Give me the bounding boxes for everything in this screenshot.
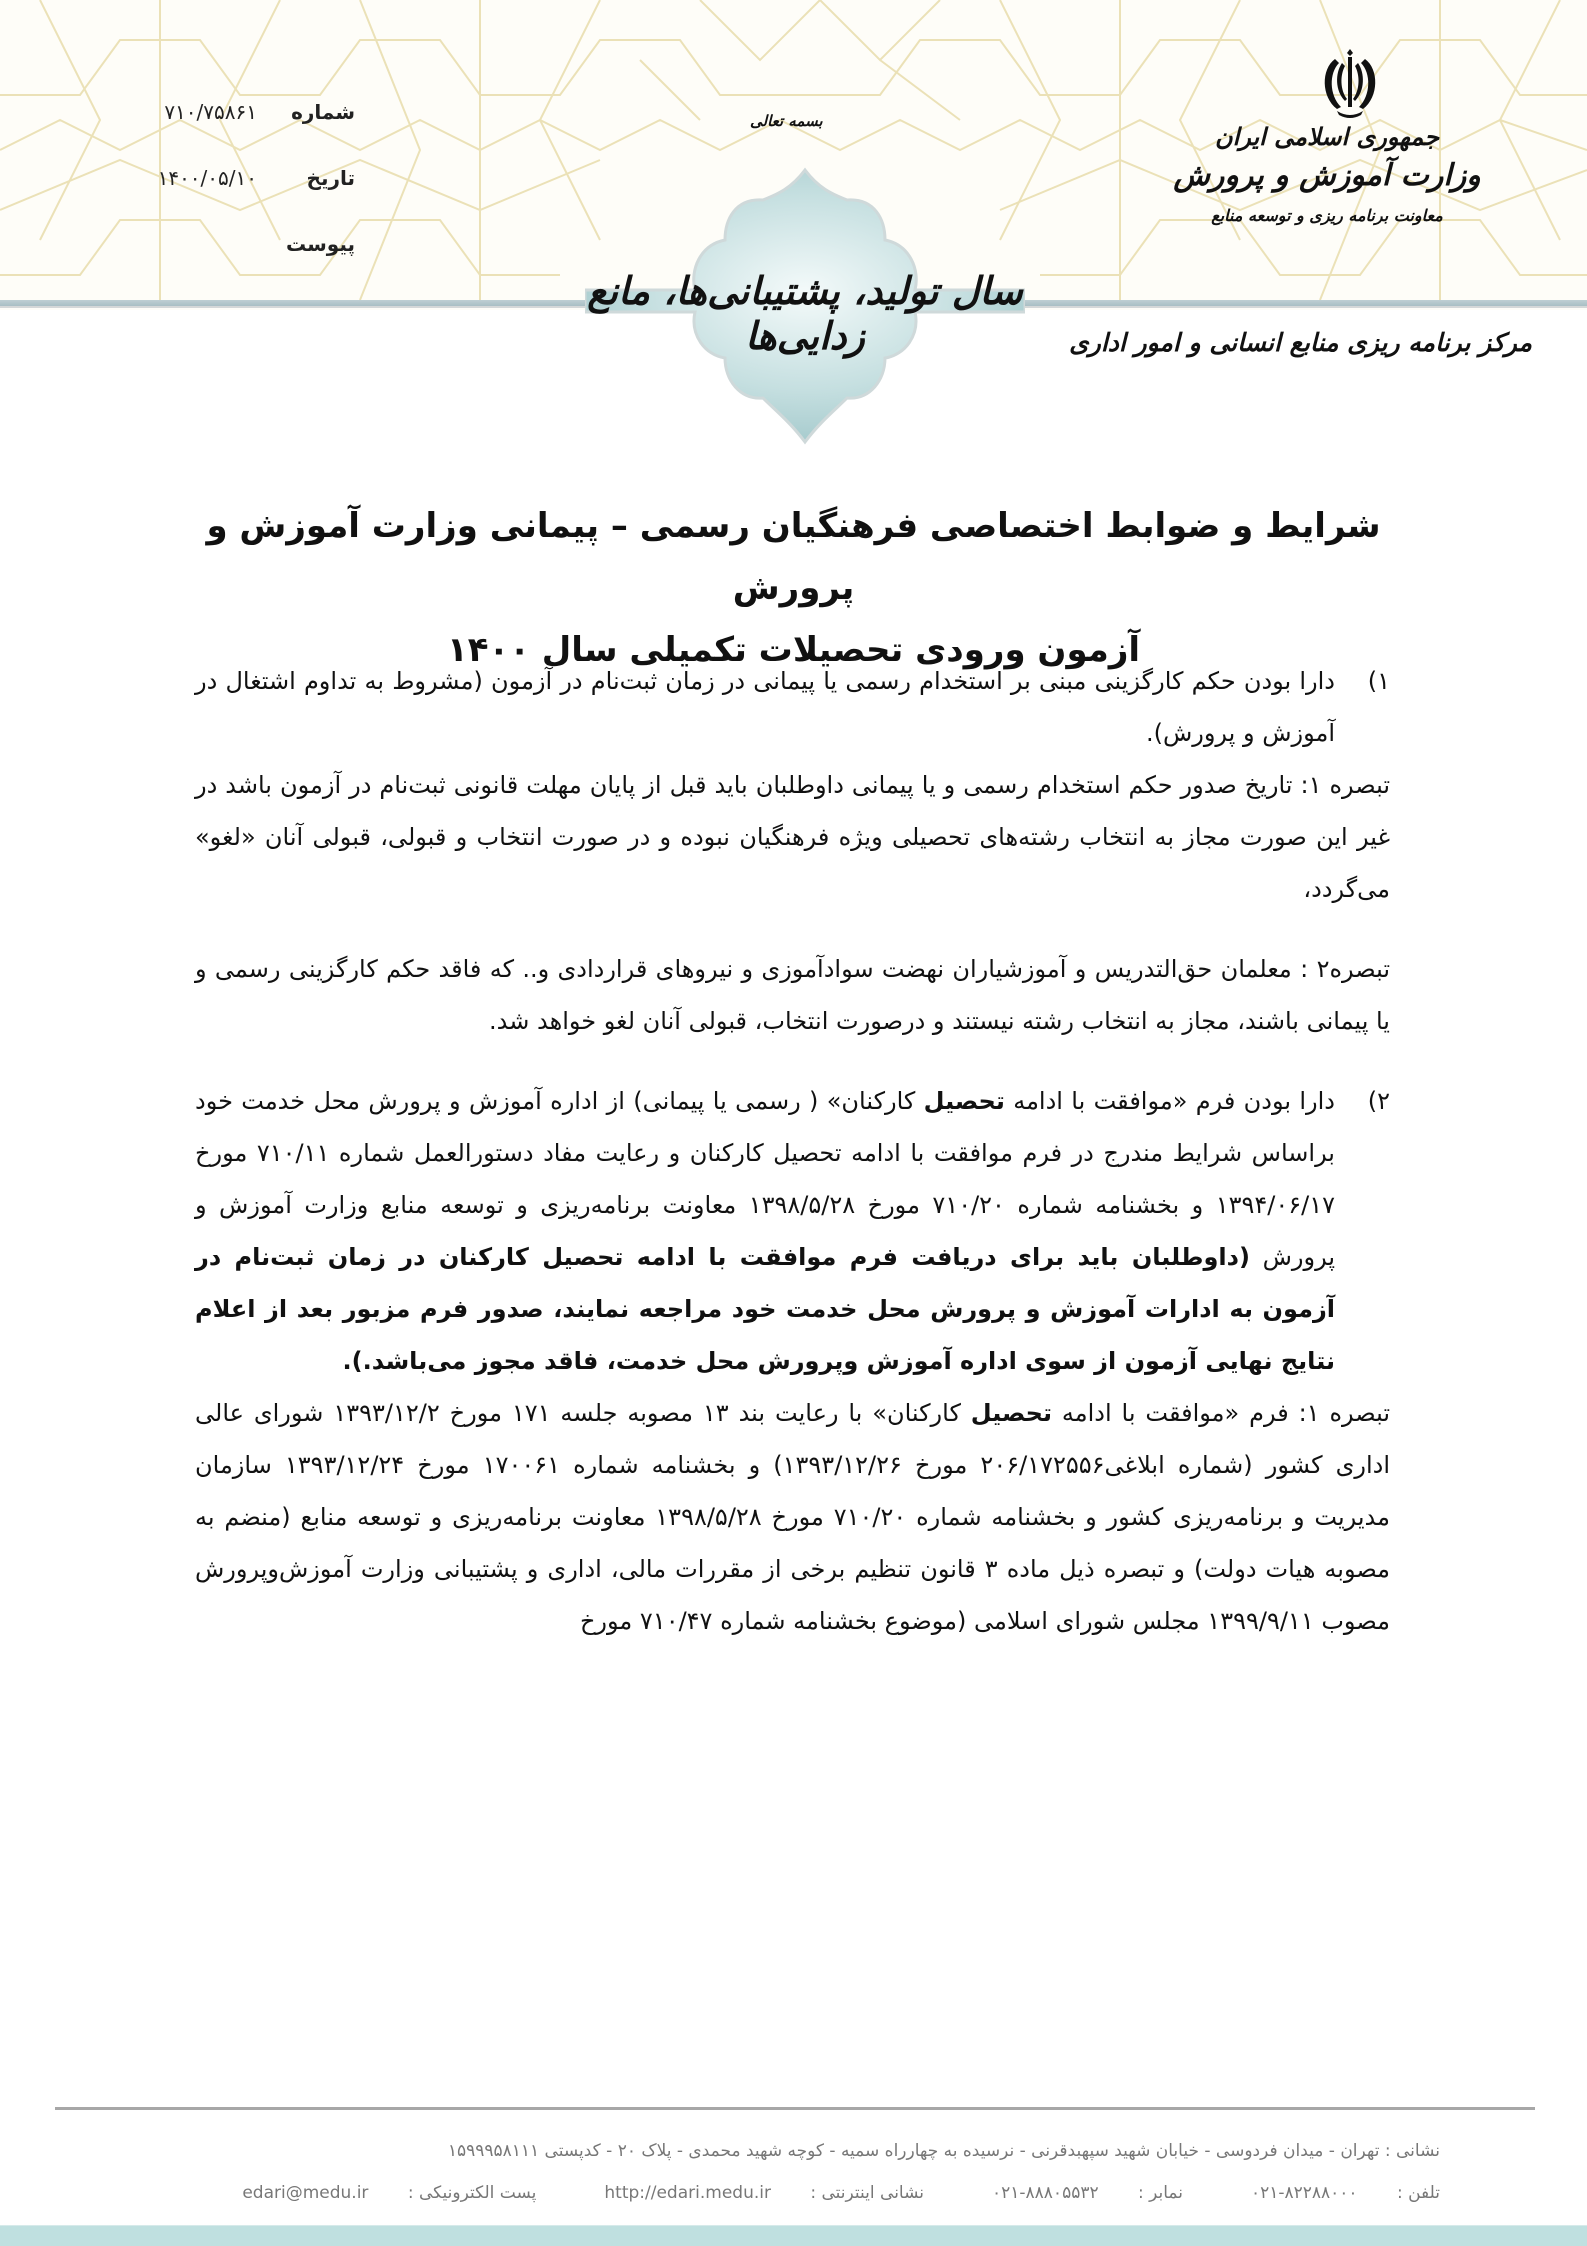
meta-number-value: ۷۱۰/۷۵۸۶۱ (164, 100, 257, 124)
website (570, 2183, 924, 2203)
email-label: پست الکترونیکی : (407, 2183, 537, 2203)
clause-1-number: ۱) (1367, 667, 1390, 695)
footer (130, 2130, 1440, 2214)
note-text: تاریخ صدور حکم استخدام رسمی و یا پیمانی داوطلبان باید قبل از پایان مهلت قانونی ثبت‌نام در آزمون باشد در غیر این صورت مجاز به انتخاب رشته‌های تحصیلی ویژه فرهنگیان نبوده و در صورت انتخاب و قبولی، قبولی آنان «لغو» می‌گردد، (195, 771, 1390, 903)
website-label: نشانی اینترنتی : (810, 2183, 925, 2203)
clause-1-note-2 (195, 943, 1390, 1047)
note-text-a: فرم «موافقت با ادامه (1051, 1399, 1289, 1427)
footer-address: نشانی : تهران - میدان فردوسی - خیابان شهید سپهبدقرنی - نرسیده به چهارراه سمیه - کوچه شهید محمدی - پلاک ۲۰ - کدپستی ۱۵۹۹۹۵۸۱۱۱ (447, 2141, 1440, 2161)
phone (1217, 2183, 1440, 2203)
email (208, 2183, 536, 2203)
center-name: مرکز برنامه ریزی منابع انسانی و امور اداری (1069, 328, 1532, 357)
document-title (200, 495, 1387, 681)
clause-2-number: ۲) (1367, 1087, 1390, 1115)
organization-block (1147, 120, 1507, 234)
phone-label: تلفن : (1396, 2183, 1440, 2203)
footer-contacts (130, 2172, 1440, 2214)
meta-date (95, 166, 355, 232)
note-text: معلمان حق‌التدریس و آموزشیاران نهضت سوادآموزی و نیروهای قراردادی و.. که فاقد حکم کارگزینی رسمی و یا پیمانی باشند، مجاز به انتخاب رشته نیستند و درصورت انتخاب، قبولی آنان لغو خواهد شد. (195, 955, 1390, 1035)
meta-attachment (95, 232, 355, 298)
phone-value: ۰۲۱-۸۲۲۸۸۰۰۰ (1250, 2183, 1358, 2203)
footer-band (0, 2225, 1587, 2246)
meta-attachment-label: پیوست (285, 232, 355, 256)
clause-1-text: دارا بودن حکم کارگزینی مبنی بر استخدام رسمی یا پیمانی در زمان ثبت‌نام در آزمون (مشروط به تداوم اشتغال در آموزش و پرورش). (195, 667, 1335, 747)
footer-divider (55, 2107, 1535, 2110)
deputy-name: معاونت برنامه ریزی و توسعه منابع (1211, 206, 1443, 225)
ministry-name: وزارت آموزش و پرورش (1173, 158, 1481, 193)
note-text-b: کارکنان» با رعایت بند ۱۳ مصوبه جلسه ۱۷۱ مورخ ۱۳۹۳/۱۲/۲ شورای عالی اداری کشور (شماره ابلاغی۲۰۶/۱۷۲۵۵۶ مورخ ۱۳۹۳/۱۲/۲۶) و بخشنامه شماره ۱۷۰۰۶۱ مورخ ۱۳۹۳/۱۲/۲۴ سازمان مدیریت و برنامه‌ریزی کشور و بخشنامه شماره ۷۱۰/۲۰ مورخ ۱۳۹۸/۵/۲۸ معاونت برنامه‌ریزی و توسعه منابع (منضم به مصوبه هیات دولت) و تبصره ذیل ماده ۳ قانون تنظیم برخی از مقررات مالی، اداری و پشتیبانی وزارت آموزش‌وپرورش مصوب ۱۳۹۹/۹/۱۱ مجلس شورای اسلامی (موضوع بخشنامه شماره ۷۱۰/۴۷ مورخ (195, 1399, 1391, 1635)
year-slogan: سال تولید، پشتیبانی‌ها، مانع زدایی‌ها (587, 268, 1023, 358)
clause-2-text-a: دارا بودن فرم «موافقت با ادامه (1004, 1087, 1335, 1115)
title-line-1: شرایط و ضوابط اختصاصی فرهنگیان رسمی – پیمانی وزارت آموزش و پرورش (206, 506, 1381, 608)
meta-number-label: شماره (291, 100, 355, 124)
note-label: تبصره۲ : (1291, 955, 1391, 983)
fax-value: ۰۲۱-۸۸۸۰۵۵۳۲ (992, 2183, 1099, 2203)
iran-emblem-icon (1315, 45, 1385, 120)
country-name: جمهوری اسلامی ایران (1214, 122, 1440, 151)
meta-number (95, 100, 355, 166)
fax-label: نمابر : (1138, 2183, 1183, 2203)
clause-2-text-b: کارکنان» ( رسمی یا پیمانی) از اداره آموزش و پرورش محل خدمت خود براساس شرایط مندرج در فرم موافقت با ادامه تحصیل کارکنان و رعایت مفاد دستورالعمل شماره ۷۱۰/۱۱ مورخ ۱۳۹۴/۰۶/۱۷ و بخشنامه شماره ۷۱۰/۲۰ مورخ ۱۳۹۸/۵/۲۸ معاونت برنامه‌ریزی و توسعه منابع وزارت آموزش و پرورش (195, 1087, 1336, 1271)
note-label: تبصره ۱: (1288, 1399, 1391, 1427)
clause-2-note-1 (195, 1387, 1390, 1647)
clause-2 (195, 1075, 1390, 1387)
clause-1 (195, 655, 1390, 759)
letter-meta (95, 100, 355, 298)
bismillah: بسمه تعالی (750, 112, 823, 130)
note-emphasis: تحصیل (970, 1399, 1052, 1427)
clause-1-note-1 (195, 759, 1390, 915)
email-link[interactable]: edari@medu.ir (242, 2183, 369, 2203)
clause-2-bold-text: (داوطلبان باید برای دریافت فرم موافقت با ادامه تحصیل کارکنان در زمان ثبت‌نام در آزمون به ادارات آموزش و پرورش محل خدمت خود مراجعه نمایند، صدور فرم مزبور بعد از اعلام نتایج نهایی آزمون از سوی اداره آموزش وپرورش محل خدمت، فاقد مجوز می‌باشد.). (195, 1243, 1335, 1375)
clause-2-emphasis: تحصیل (923, 1087, 1005, 1115)
website-link[interactable]: http://edari.medu.ir (604, 2183, 771, 2203)
meta-date-value: ۱۴۰۰/۰۵/۱۰ (157, 166, 257, 190)
meta-date-label: تاریخ (306, 166, 355, 190)
year-slogan-badge (585, 160, 1025, 460)
note-label: تبصره ۱: (1292, 771, 1391, 799)
document-body (195, 655, 1390, 1647)
fax (958, 2183, 1183, 2203)
title-line-2: آزمون ورودی تحصیلات تکمیلی سال ۱۴۰۰ (446, 630, 1141, 670)
